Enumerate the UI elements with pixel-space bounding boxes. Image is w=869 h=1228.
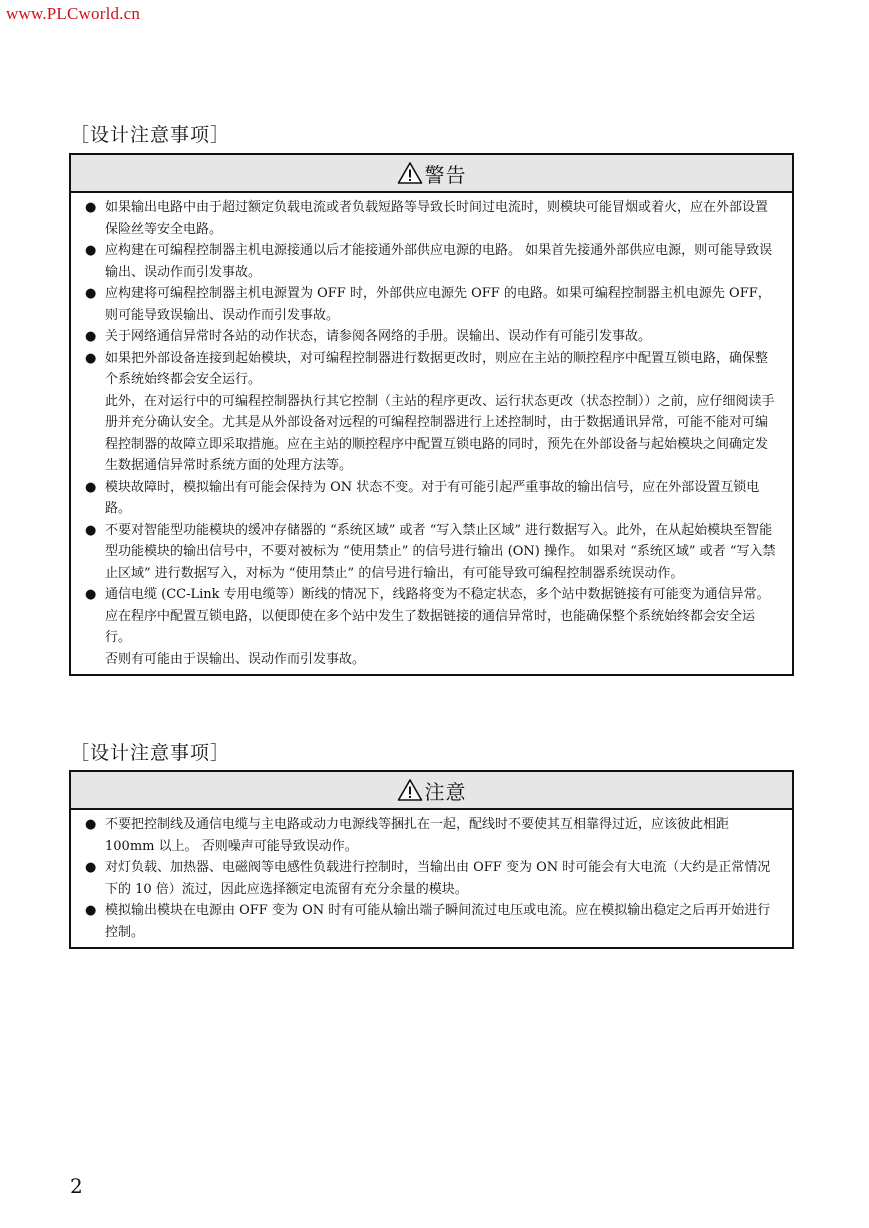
list-item-text: 对灯负载、加热器、电磁阀等电感性负载进行控制时，当输出由 OFF 变为 ON 时可能会有大电流（大约是正常情况下的 10 倍）流过，因此应选择额定电流留有充分余量的模块。 [105,860,771,897]
section-heading-warning: ［设计注意事项］ [70,124,231,146]
warning-triangle-icon [397,778,423,802]
bullet-icon: ● [85,329,97,344]
list-item-text: 如果输出电路中由于超过额定负载电流或者负载短路等导致长时间过电流时，则模块可能冒烟或着火，应在外部设置保险丝等安全电路。 [105,200,769,237]
list-item-text: 应构建将可编程控制器主机电源置为 OFF 时，外部供应电源先 OFF 的电路。如果可编程控制器主机电源先 OFF，则可能导致误输出、误动作而引发事故。 [105,286,771,323]
list-item [85,584,778,670]
list-item [85,240,778,283]
caution-list [71,810,792,947]
caution-box-title: 注意 [424,779,467,804]
list-item-text: 通信电缆 (CC-Link 专用电缆等）断线的情况下，线路将变为不稳定状态，多个站中数据链接有可能变为通信异常。 [105,587,770,602]
list-item-text: 否则有可能由于误输出、误动作而引发事故。 [105,651,366,667]
warning-box-title: 警告 [424,162,467,187]
bullet-icon: ● [85,817,97,832]
list-item [85,348,778,477]
warning-triangle-icon [397,161,423,185]
list-item [85,520,778,585]
bullet-icon: ● [85,350,97,366]
caution-box-header [71,772,792,810]
caution-box [69,770,794,949]
bullet-icon: ● [85,587,97,602]
list-item-text: 不要把控制线及通信电缆与主电路或动力电源线等捆扎在一起，配线时不要使其互相靠得过近，应该彼此相距 100mm 以上。 否则噪声可能导致误动作。 [105,817,730,854]
list-item-text: 不要对智能型功能模块的缓冲存储器的 “系统区域” 或者 “写入禁止区域” 进行数据写入。此外，在从起始模块至智能型功能模块的输出信号中，不要对被标为 “使用禁止” 的信号进行输出 (ON) 操作。 如果对 “系统区域” 或者 “写入禁止区域” 进行数据写入，对标为 “使用禁止” 的信号进行输出，有可能导致可编程控制器系统误动作。 [105,522,776,581]
list-item-text: 应在程序中配置互锁电路，以便即使在多个站中发生了数据链接的通信异常时，也能确保整个系统始终都会安全运行。 [105,608,756,645]
list-item-text: 此外，在对运行中的可编程控制器执行其它控制（主站的程序更改、运行状态更改（状态控制））之前，应仔细阅读手册并充分确认安全。尤其是从外部设备对远程的可编程控制器进行上述控制时，由于数据通讯异常，可能不能对可编程控制器的故障立即采取措施。应在主站的顺控程序中配置互锁电路的同时，预先在外部设备与起始模块之间确定发生数据通信异常时系统方面的处理方法等。 [105,393,775,473]
list-item [85,326,778,348]
warning-box-header [71,155,792,193]
list-item-text: 如果把外部设备连接到起始模块，对可编程控制器进行数据更改时，则应在主站的顺控程序中配置互锁电路，确保整个系统始终都会安全运行。 [105,350,769,387]
list-item [85,477,778,520]
list-item [85,283,778,326]
bullet-icon: ● [85,860,97,875]
warning-list [71,193,792,674]
section-heading-caution: ［设计注意事项］ [70,742,231,764]
list-item-text: 应构建在可编程控制器主机电源接通以后才能接通外部供应电源的电路。 如果首先接通外部供应电源，则可能导致误输出、误动作而引发事故。 [105,243,773,280]
bullet-icon: ● [85,522,97,538]
list-item [85,900,778,943]
page-number: 2 [70,1174,83,1198]
list-item-text: 模块故障时，模拟输出有可能会保持为 ON 状态不变。对于有可能引起严重事故的输出信号，应在外部设置互锁电路。 [105,479,760,516]
bullet-icon: ● [85,286,97,301]
bullet-icon: ● [85,903,97,918]
list-item-text: 关于网络通信异常时各站的动作状态，请参阅各网络的手册。误输出、误动作有可能引发事故。 [105,329,652,344]
list-item [85,857,778,900]
list-item-text: 模拟输出模块在电源由 OFF 变为 ON 时有可能从输出端子瞬间流过电压或电流。应在模拟输出稳定之后再开始进行控制。 [105,903,771,940]
warning-box [69,153,794,676]
bullet-icon: ● [85,200,97,215]
bullet-icon: ● [85,243,97,258]
bullet-icon: ● [85,479,97,495]
watermark: www.PLCworld.cn [6,4,141,23]
list-item [85,814,778,857]
list-item [85,197,778,240]
